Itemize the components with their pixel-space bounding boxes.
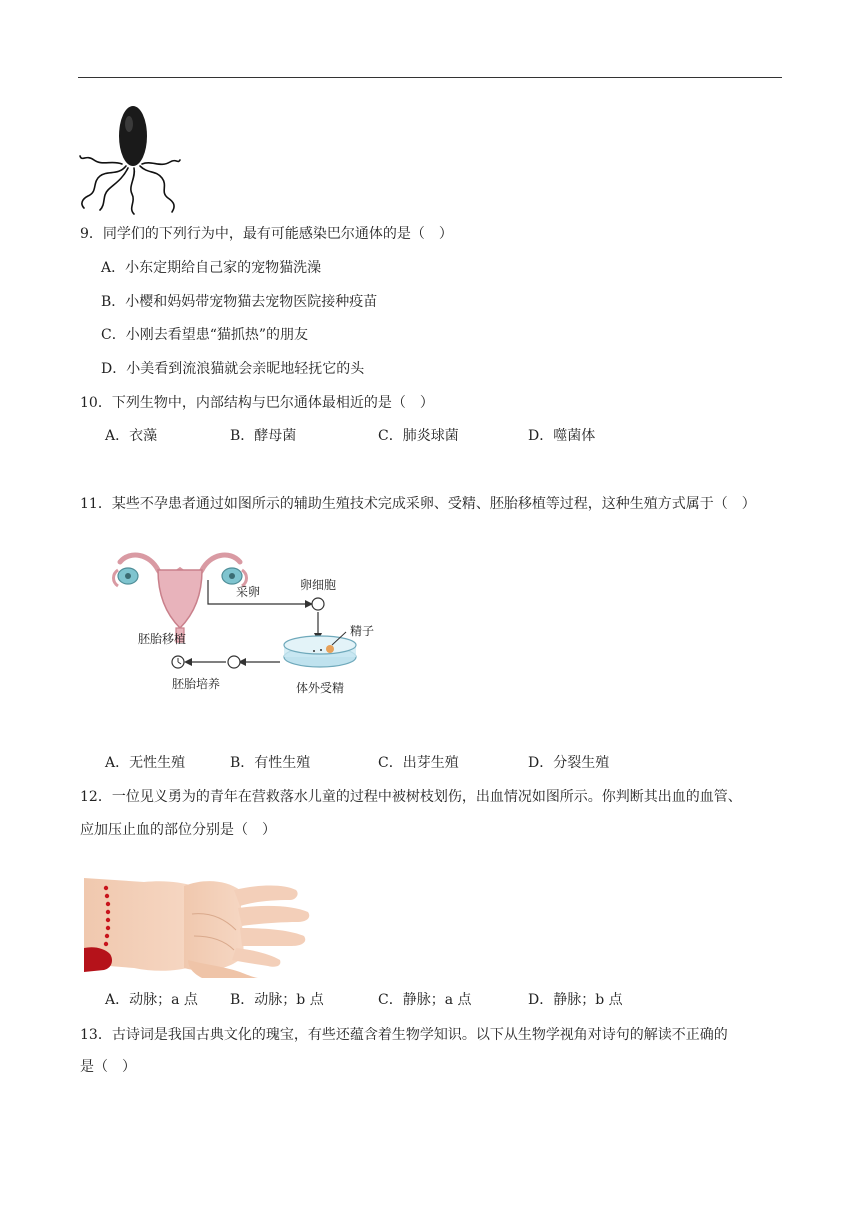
question-10-option-b[interactable]: B．酵母菌 bbox=[230, 428, 297, 444]
hand-bleeding-illustration bbox=[84, 860, 312, 978]
label-ivf: 体外受精 bbox=[296, 681, 345, 695]
question-12-option-d[interactable]: D．静脉；b 点 bbox=[528, 992, 623, 1008]
petri-dish-icon bbox=[284, 636, 356, 667]
question-10-option-c[interactable]: C．肺炎球菌 bbox=[378, 428, 459, 444]
question-12-option-c[interactable]: C．静脉；a 点 bbox=[378, 992, 472, 1008]
question-11-stem: 11．某些不孕患者通过如图所示的辅助生殖技术完成采卵、受精、胚胎移植等过程，这种生殖方式属于（ ） bbox=[80, 496, 756, 512]
question-9-stem: 9．同学们的下列行为中，最有可能感染巴尔通体的是（ ） bbox=[80, 226, 453, 242]
label-egg-retrieval: 采卵 bbox=[236, 585, 261, 599]
question-13-stem-line-1: 13．古诗词是我国古典文化的瑰宝，有些还蕴含着生物学知识。以下从生物学视角对诗句的解读不正确的 bbox=[80, 1027, 728, 1043]
question-12-option-b[interactable]: B．动脉；b 点 bbox=[230, 992, 324, 1008]
question-13-stem-line-2: 是（ ） bbox=[80, 1059, 136, 1075]
question-12-stem-line-2: 应加压止血的部位分别是（ ） bbox=[80, 822, 276, 838]
label-embryo-culture: 胚胎培养 bbox=[172, 677, 221, 691]
question-10-stem: 10．下列生物中，内部结构与巴尔通体最相近的是（ ） bbox=[80, 395, 434, 411]
bacterium-illustration bbox=[78, 104, 182, 216]
question-12-option-a[interactable]: A．动脉；a 点 bbox=[105, 992, 198, 1008]
question-9-option-a[interactable]: A．小东定期给自己家的宠物猫洗澡 bbox=[101, 260, 322, 276]
label-embryo-transfer: 胚胎移植 bbox=[138, 632, 187, 646]
label-sperm: 精子 bbox=[350, 624, 375, 638]
question-11-option-b[interactable]: B．有性生殖 bbox=[230, 755, 311, 771]
question-9-option-c[interactable]: C．小刚去看望患“猫抓热”的朋友 bbox=[101, 327, 309, 343]
header-rule bbox=[78, 77, 782, 78]
question-10-option-d[interactable]: D．噬菌体 bbox=[528, 428, 596, 444]
ivf-diagram bbox=[100, 540, 375, 705]
egg-cell-icon bbox=[312, 598, 324, 610]
question-9-option-b[interactable]: B．小樱和妈妈带宠物猫去宠物医院接种疫苗 bbox=[101, 294, 378, 310]
question-10-option-a[interactable]: A．衣藻 bbox=[105, 428, 158, 444]
embryo-icon bbox=[228, 656, 240, 668]
question-11-option-d[interactable]: D．分裂生殖 bbox=[528, 755, 610, 771]
question-12-stem-line-1: 12．一位见义勇为的青年在营救落水儿童的过程中被树枝划伤，出血情况如图所示。你判断其出血的血管、 bbox=[80, 789, 742, 805]
question-9-option-d[interactable]: D．小美看到流浪猫就会亲昵地轻抚它的头 bbox=[101, 361, 365, 377]
question-11-option-c[interactable]: C．出芽生殖 bbox=[378, 755, 459, 771]
question-11-option-a[interactable]: A．无性生殖 bbox=[105, 755, 186, 771]
label-egg-cell: 卵细胞 bbox=[300, 578, 337, 592]
uterus-icon bbox=[114, 555, 247, 642]
